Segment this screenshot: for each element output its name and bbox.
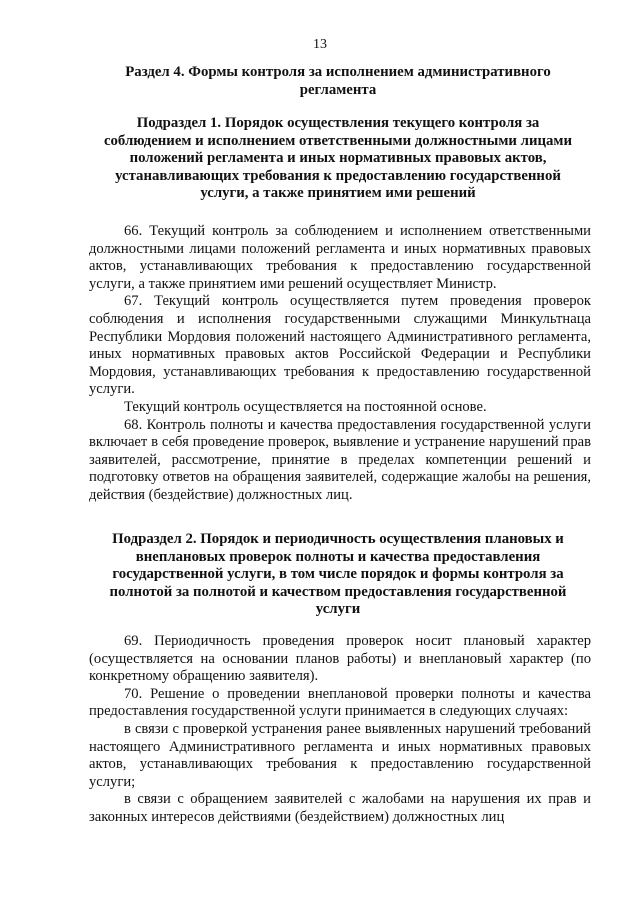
paragraph-67: 67. Текущий контроль осуществляется путем проведения проверок соблюдения и исполнения государственными служащими Минкультнаца Республики Мордовия положений настоящего Административного регламента, иных нормативных правовых актов Российской Федерации и Республики Мордовия, устанавливающих требования к предоставлению государственной услуги. — [89, 293, 591, 398]
subsection-1-title: Подраздел 1. Порядок осуществления текущего контроля за соблюдением и исполнением ответственными должностными лицами положений регламента и иных нормативных правовых актов, устанавливающих требования к предоставлению государственной услуги, а также принятием ими решений — [103, 115, 573, 202]
section-title: Раздел 4. Формы контроля за исполнением административного регламента — [125, 64, 551, 98]
paragraph-case-complaints: в связи с обращением заявителей с жалобами на нарушения их прав и законных интересов действиями (бездействием) должностных лиц — [89, 791, 591, 825]
subsection-2-title: Подраздел 2. Порядок и периодичность осуществления плановых и внеплановых проверок полноты и качества предоставления государственной услуги, в том числе порядок и формы контроля за полнотой за полнотой и качеством предоставления государственной услуги — [109, 531, 567, 618]
paragraph-ongoing-control: Текущий контроль осуществляется на постоянной основе. — [124, 398, 487, 415]
paragraph-70: 70. Решение о проведении внеплановой проверки полноты и качества предоставления государственной услуги принимается в следующих случаях: — [89, 685, 591, 720]
paragraph-69: 69. Периодичность проведения проверок носит плановый характер (осуществляется на основании планов работы) и внеплановый характер (по конкретному обращению заявителя). — [89, 633, 591, 685]
subsection-1-body — [89, 223, 591, 505]
paragraph-68: 68. Контроль полноты и качества предоставления государственной услуги включает в себя проведение проверок, выявление и устранение нарушений прав заявителей, рассмотрение, принятие в пределах компетенции решений и подготовку ответов на обращения заявителей, содержащие жалобы на решения, действия (бездействие) должностных лиц. — [89, 416, 591, 503]
page-number: 13 — [313, 37, 327, 52]
paragraph-66: 66. Текущий контроль за соблюдением и исполнением ответственными должностными лицами положений регламента и иных нормативных правовых актов, устанавливающих требования к предоставлению государственной услуги, а также принятием ими решений осуществляет Министр. — [89, 223, 591, 292]
subsection-2-body — [89, 633, 591, 827]
paragraph-case-violations: в связи с проверкой устранения ранее выявленных нарушений требований настоящего Административного регламента и иных нормативных правовых актов, устанавливающих требования к предоставлению государственной услуги; — [89, 720, 591, 790]
